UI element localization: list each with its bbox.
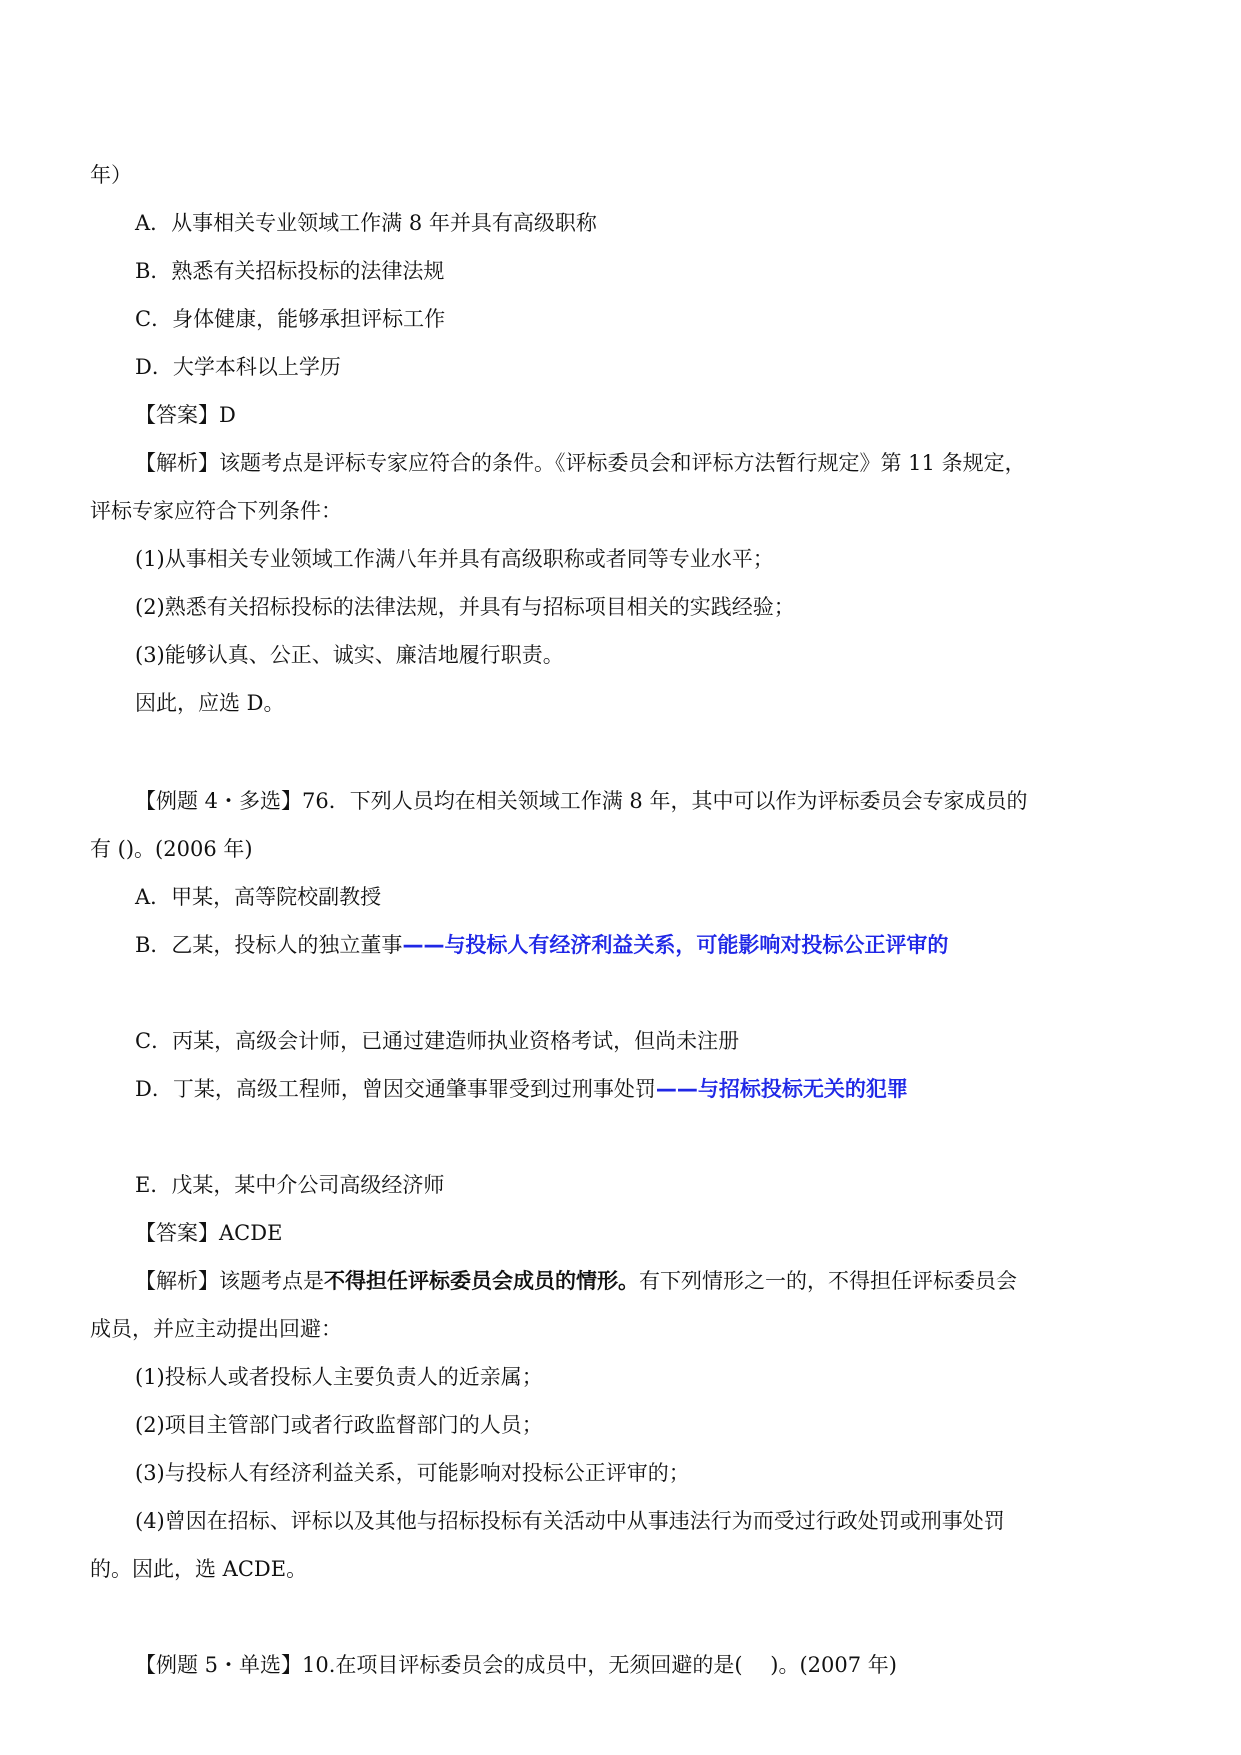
question-5: 【例题 5・单选】10.在项目评标委员会的成员中，无须回避的是( )。(2007 年) bbox=[135, 1653, 897, 1677]
situation-4-cont: 的。因此，选 ACDE。 bbox=[90, 1557, 308, 1581]
option-c: C．身体健康，能够承担评标工作 bbox=[135, 307, 446, 331]
line-year-end: 年） bbox=[90, 163, 132, 187]
analysis-1-cont: 评标专家应符合下列条件： bbox=[90, 499, 342, 523]
analysis-1: 【解析】该题考点是评标专家应符合的条件。《评标委员会和评标方法暂行规定》第 11 条规定， bbox=[135, 451, 1026, 475]
situation-1: (1)投标人或者投标人主要负责人的近亲属； bbox=[135, 1365, 543, 1389]
situation-4: (4)曾因在招标、评标以及其他与招标投标有关活动中从事违法行为而受过行政处罚或刑事处罚 bbox=[135, 1509, 1005, 1533]
condition-1: (1)从事相关专业领域工作满八年并具有高级职称或者同等专业水平； bbox=[135, 547, 774, 571]
q4-option-b-text: B．乙某，投标人的独立董事 bbox=[135, 933, 403, 957]
question-4: 【例题 4・多选】76．下列人员均在相关领域工作满 8 年，其中可以作为评标委员会专家成员的 bbox=[135, 789, 1028, 813]
condition-3: (3)能够认真、公正、诚实、廉洁地履行职责。 bbox=[135, 643, 564, 667]
option-d: D．大学本科以上学历 bbox=[135, 355, 341, 379]
analysis-4-lead: 【解析】该题考点是 bbox=[135, 1269, 324, 1293]
q4-option-c: C．丙某，高级会计师，已通过建造师执业资格考试，但尚未注册 bbox=[135, 1029, 740, 1053]
q4-option-d bbox=[0, 1074, 1241, 1104]
analysis-4-key: 不得担任评标委员会成员的情形。 bbox=[324, 1269, 639, 1293]
q4-option-d-text: D．丁某，高级工程师，曾因交通肇事罪受到过刑事处罚 bbox=[135, 1077, 656, 1101]
q4-option-a: A．甲某，高等院校副教授 bbox=[135, 885, 382, 909]
answer-1: 【答案】D bbox=[135, 403, 236, 427]
question-4-cont: 有 ()。(2006 年) bbox=[90, 837, 253, 861]
q4-option-b-note: ——与投标人有经济利益关系，可能影响对投标公正评审的 bbox=[402, 933, 949, 957]
analysis-4 bbox=[0, 1266, 1241, 1296]
q4-option-e: E．戊某，某中介公司高级经济师 bbox=[135, 1173, 445, 1197]
condition-2: (2)熟悉有关招标投标的法律法规，并具有与招标项目相关的实践经验； bbox=[135, 595, 795, 619]
q4-option-b bbox=[0, 930, 1241, 960]
situation-3: (3)与投标人有经济利益关系，可能影响对投标公正评审的； bbox=[135, 1461, 690, 1485]
analysis-4-rest: 有下列情形之一的，不得担任评标委员会 bbox=[639, 1269, 1017, 1293]
option-b: B．熟悉有关招标投标的法律法规 bbox=[135, 259, 445, 283]
conclusion-1: 因此，应选 D。 bbox=[135, 691, 285, 715]
situation-2: (2)项目主管部门或者行政监督部门的人员； bbox=[135, 1413, 543, 1437]
q4-option-d-note: ——与招标投标无关的犯罪 bbox=[655, 1077, 908, 1101]
analysis-4-cont: 成员，并应主动提出回避： bbox=[90, 1317, 342, 1341]
answer-4: 【答案】ACDE bbox=[135, 1221, 283, 1245]
option-a: A．从事相关专业领域工作满 8 年并具有高级职称 bbox=[135, 211, 597, 235]
